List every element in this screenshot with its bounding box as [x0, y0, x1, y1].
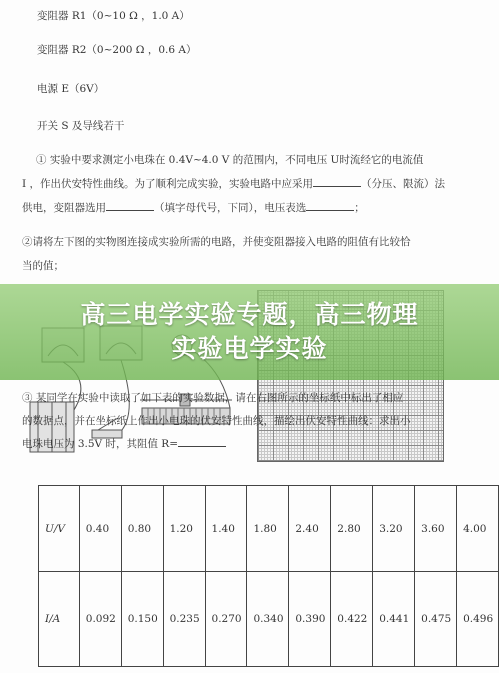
q3-line2: 的数据点，并在坐标纸上作出小电珠的伏安特性曲线，描绘出伏安特性曲线：求出小	[22, 415, 411, 427]
answer-blank	[178, 436, 226, 447]
table-cell: 3.60	[415, 486, 457, 572]
equipment-r2: 变阻器 R2（0~200 Ω ，0.6 A）	[37, 44, 197, 56]
table-cell: 0.092	[79, 572, 121, 667]
title-banner	[0, 284, 499, 380]
q1-line3c: ；	[354, 202, 365, 214]
q1-line3a: 供电，变阻器选用	[22, 202, 106, 214]
equipment-r1: 变阻器 R1（0~10 Ω ，1.0 A）	[37, 10, 190, 22]
table-cell: 0.270	[205, 572, 247, 667]
table-cell: 2.80	[331, 486, 373, 572]
table-cell: 0.80	[121, 486, 163, 572]
answer-blank	[313, 176, 361, 187]
table-cell: 1.40	[205, 486, 247, 572]
table-row-label: I/A	[39, 572, 80, 667]
table-row-label: U/V	[39, 486, 80, 572]
table-cell: 0.150	[121, 572, 163, 667]
table-cell: 2.40	[289, 486, 331, 572]
q1-line2b: （分压、限流）法	[360, 178, 445, 190]
equipment-switch: 开关 S 及导线若干	[37, 120, 125, 132]
q3-line1: ③ 某同学在实验中读取了如下表的实验数据，请在右图所示的坐标纸中标出了相应	[22, 392, 404, 404]
table-cell: 0.496	[457, 572, 499, 667]
table-cell: 0.235	[163, 572, 205, 667]
table-cell: 0.340	[247, 572, 289, 667]
banner-title-line-2: 实验电学实验	[171, 334, 328, 363]
answer-blank	[106, 200, 154, 211]
table-row-voltage	[39, 486, 499, 572]
table-cell: 0.390	[289, 572, 331, 667]
data-table	[38, 485, 499, 667]
answer-blank	[306, 200, 354, 211]
q1-line3	[22, 196, 477, 220]
equipment-power: 电源 E（6V）	[37, 83, 105, 95]
table-cell: 4.00	[457, 486, 499, 572]
table-cell: 1.80	[247, 486, 289, 572]
q3-line3	[22, 433, 482, 456]
q2-line1: ②请将左下图的实物图连接成实验所需的电路，并使变阻器接入电路的阻值有比较恰	[22, 236, 411, 248]
table-cell: 3.20	[373, 486, 415, 572]
table-cell: 0.422	[331, 572, 373, 667]
q1-line1: ① 实验中要求测定小电珠在 0.4V~4.0 V 的范围内，不同电压 U时流经它的电流值	[36, 154, 424, 166]
table-cell: 0.40	[79, 486, 121, 572]
question-2	[22, 230, 477, 278]
table-cell: 0.441	[373, 572, 415, 667]
table-cell: 0.475	[415, 572, 457, 667]
q1-line3b: （填字母代号，下同），电压表选	[154, 202, 307, 214]
q2-line2: 当的值；	[22, 260, 64, 272]
q1-line2a: I ，作出伏安特性曲线。为了顺利完成实验，实验电路中应采用	[22, 178, 313, 190]
table-row-current	[39, 572, 499, 667]
banner-title-line-1: 高三电学实验专题，高三物理	[80, 300, 419, 329]
question-3	[22, 387, 482, 456]
question-1	[22, 148, 477, 220]
q3-line3-text: 电珠电压为 3.5V 时，其阻值 R=	[22, 438, 178, 450]
q1-line2	[22, 172, 477, 196]
table-cell: 1.20	[163, 486, 205, 572]
